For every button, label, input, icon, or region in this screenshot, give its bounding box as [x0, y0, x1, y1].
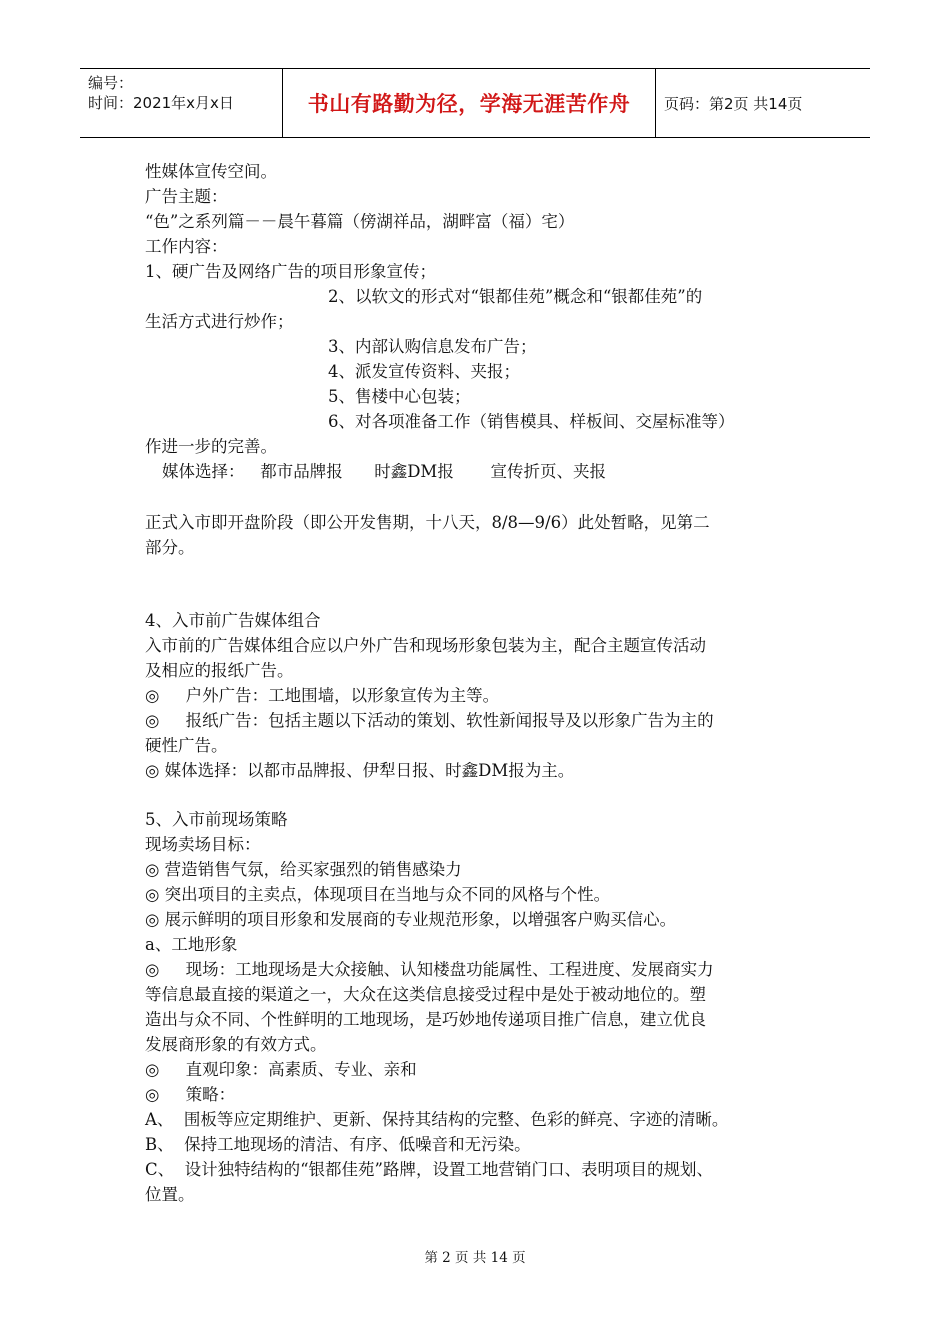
list-item: B、 保持工地现场的清洁、有序、低噪音和无污染。 [145, 1135, 531, 1154]
bullet-line: ◎ 现场：工地现场是大众接触、认知楼盘功能属性、工程进度、发展商实力 [145, 960, 714, 979]
document-number-label: 编号： [88, 74, 134, 92]
body-line: 1、硬广告及网络广告的项目形象宣传； [145, 262, 436, 281]
body-line: 现场卖场目标： [145, 835, 261, 854]
footer-page-number: 第 2 页 共 14 页 [424, 1250, 526, 1266]
bullet-line: ◎ 报纸广告：包括主题以下活动的策划、软性新闻报导及以形象广告为主的 [145, 711, 714, 730]
section-heading: 5、入市前现场策略 [145, 810, 288, 829]
body-line: 6、对各项准备工作（销售模具、样板间、交屋标准等） [328, 412, 735, 431]
body-line: 生活方式进行炒作； [145, 312, 294, 331]
bullet-line: ◎ 展示鲜明的项目形象和发展商的专业规范形象，以增强客户购买信心。 [145, 910, 677, 929]
media-selection-line: 媒体选择： 都市品牌报 时鑫DM报 宣传折页、夹报 [162, 462, 607, 481]
list-item: A、 围板等应定期维护、更新、保持其结构的完整、色彩的鲜亮、字迹的清晰。 [145, 1110, 729, 1129]
bullet-line: ◎ 突出项目的主卖点，体现项目在当地与众不同的风格与个性。 [145, 885, 611, 904]
header-meta [88, 73, 278, 113]
body-line: 硬性广告。 [145, 736, 228, 755]
body-line: 部分。 [145, 538, 195, 557]
body-line: 4、派发宣传资料、夹报； [328, 362, 520, 381]
header-table [80, 68, 870, 138]
subsection-heading: a、工地形象 [145, 935, 238, 954]
header-motto: 书山有路勤为径，学海无涯苦作舟 [307, 92, 631, 116]
header-page-number: 页码：第2页 共14页 [664, 94, 803, 113]
body-line: 位置。 [145, 1185, 195, 1204]
body-line: 造出与众不同、个性鲜明的工地现场，是巧妙地传递项目推广信息，建立优良 [145, 1010, 706, 1029]
body-line: 等信息最直接的渠道之一，大众在这类信息接受过程中是处于被动地位的。塑 [145, 985, 706, 1004]
body-line: 广告主题： [145, 187, 228, 206]
body-line: 及相应的报纸广告。 [145, 661, 294, 680]
bullet-line: ◎ 户外广告：工地围墙，以形象宣传为主等。 [145, 686, 500, 705]
bullet-line: ◎ 媒体选择：以都市品牌报、伊犁日报、时鑫DM报为主。 [145, 761, 575, 780]
body-line: “色”之系列篇－－晨午暮篇（傍湖祥品，湖畔富（福）宅） [145, 212, 575, 231]
bullet-line: ◎ 直观印象：高素质、专业、亲和 [145, 1060, 417, 1079]
body-line: 发展商形象的有效方式。 [145, 1035, 327, 1054]
document-time-label: 时间：2021年x月x日 [88, 94, 234, 112]
bullet-line: ◎ 策略： [145, 1085, 236, 1104]
section-heading: 4、入市前广告媒体组合 [145, 611, 321, 630]
body-line: 2、以软文的形式对“银都佳苑”概念和“银都佳苑”的 [328, 287, 703, 306]
header-divider [655, 69, 656, 137]
body-line: 入市前的广告媒体组合应以户外广告和现场形象包装为主，配合主题宣传活动 [145, 636, 706, 655]
body-line: 性媒体宣传空间。 [145, 162, 277, 181]
bullet-line: ◎ 营造销售气氛，给买家强烈的销售感染力 [145, 860, 462, 879]
body-line: 正式入市即开盘阶段（即公开发售期，十八天，8/8—9/6）此处暂略，见第二 [145, 513, 710, 532]
body-line: 3、内部认购信息发布广告； [328, 337, 537, 356]
body-line: 5、售楼中心包装； [328, 387, 471, 406]
body-line: 作进一步的完善。 [145, 437, 277, 456]
body-line: 工作内容： [145, 237, 228, 256]
list-item: C、 设计独特结构的“银都佳苑”路牌，设置工地营销门口、表明项目的规划、 [145, 1160, 713, 1179]
